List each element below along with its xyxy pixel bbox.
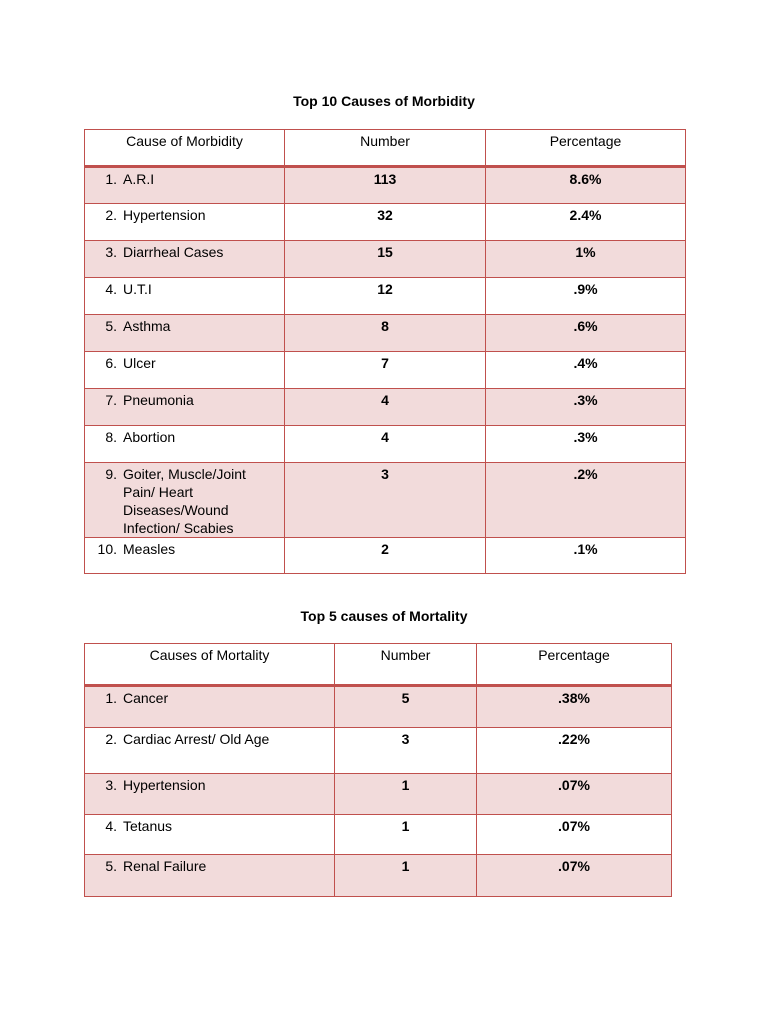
row-number: 1. [105,690,117,706]
number-cell: 1 [335,815,477,855]
table-row [85,686,672,728]
table-row [85,315,686,352]
table-row [85,855,672,897]
number-cell: 15 [285,241,486,278]
table-header-row [85,130,686,167]
number-cell: 4 [285,426,486,463]
number-cell: 3 [335,728,477,774]
cause-label: Renal Failure [123,858,207,874]
table-row [85,389,686,426]
number-cell: 5 [335,686,477,728]
table-row [85,352,686,389]
cause-label: Ulcer [123,355,156,371]
percentage-cell: .22% [477,728,672,774]
table-row [85,204,686,241]
table-row [85,167,686,204]
table-row [85,774,672,815]
cause-label: Hypertension [123,207,206,223]
percentage-cell: .3% [486,426,686,463]
row-number: 3. [105,777,117,793]
table-row [85,241,686,278]
column-header: Number [335,644,477,686]
percentage-cell: 1% [486,241,686,278]
column-header: Causes of Mortality [85,644,335,686]
percentage-cell: .9% [486,278,686,315]
column-header: Number [285,130,486,167]
row-number: 7. [105,392,117,408]
number-cell: 3 [285,463,486,538]
row-number: 2. [105,207,117,223]
row-number: 4. [105,818,117,834]
table-row [85,463,686,538]
percentage-cell: .07% [477,815,672,855]
row-number: 4. [105,281,117,297]
number-cell: 113 [285,167,486,204]
percentage-cell: 2.4% [486,204,686,241]
cause-label: Asthma [123,318,171,334]
cause-label: Cancer [123,690,169,706]
row-number: 5. [105,318,117,334]
percentage-cell: .4% [486,352,686,389]
cause-label: Tetanus [123,818,173,834]
table-row [85,278,686,315]
percentage-cell: .2% [486,463,686,538]
mortality-title: Top 5 causes of Mortality [300,608,468,624]
row-number: 1. [105,171,117,187]
number-cell: 4 [285,389,486,426]
row-number: 2. [105,731,117,747]
number-cell: 8 [285,315,486,352]
row-number: 5. [105,858,117,874]
percentage-cell: .07% [477,774,672,815]
percentage-cell: .1% [486,538,686,574]
morbidity-title: Top 10 Causes of Morbidity [293,93,475,109]
mortality-table [84,643,672,897]
row-number: 6. [105,355,117,371]
number-cell: 2 [285,538,486,574]
table-row [85,728,672,774]
column-header: Percentage [477,644,672,686]
column-header: Cause of Morbidity [85,130,285,167]
number-cell: 32 [285,204,486,241]
cause-label: Hypertension [123,777,206,793]
cause-label: A.R.I [123,171,155,187]
number-cell: 1 [335,855,477,897]
percentage-cell: .3% [486,389,686,426]
cause-label: Diarrheal Cases [123,244,224,260]
percentage-cell: .6% [486,315,686,352]
row-number: 9. [105,466,117,482]
percentage-cell: .07% [477,855,672,897]
percentage-cell: .38% [477,686,672,728]
number-cell: 1 [335,774,477,815]
cause-label: Pneumonia [123,392,194,408]
cause-label: Cardiac Arrest/ Old Age [123,731,270,747]
cause-label: Goiter, Muscle/Joint Pain/ Heart Diseases/Wound Infection/ Scabies [123,466,246,536]
table-header-row [85,644,672,686]
cause-label: U.T.I [123,281,152,297]
table-row [85,538,686,574]
morbidity-table [84,129,686,574]
row-number: 3. [105,244,117,260]
column-header: Percentage [486,130,686,167]
row-number: 8. [105,429,117,445]
cause-label: Abortion [123,429,176,445]
number-cell: 7 [285,352,486,389]
percentage-cell: 8.6% [486,167,686,204]
table-row [85,426,686,463]
number-cell: 12 [285,278,486,315]
table-row [85,815,672,855]
cause-label: Measles [123,541,176,557]
row-number: 10. [97,541,117,557]
